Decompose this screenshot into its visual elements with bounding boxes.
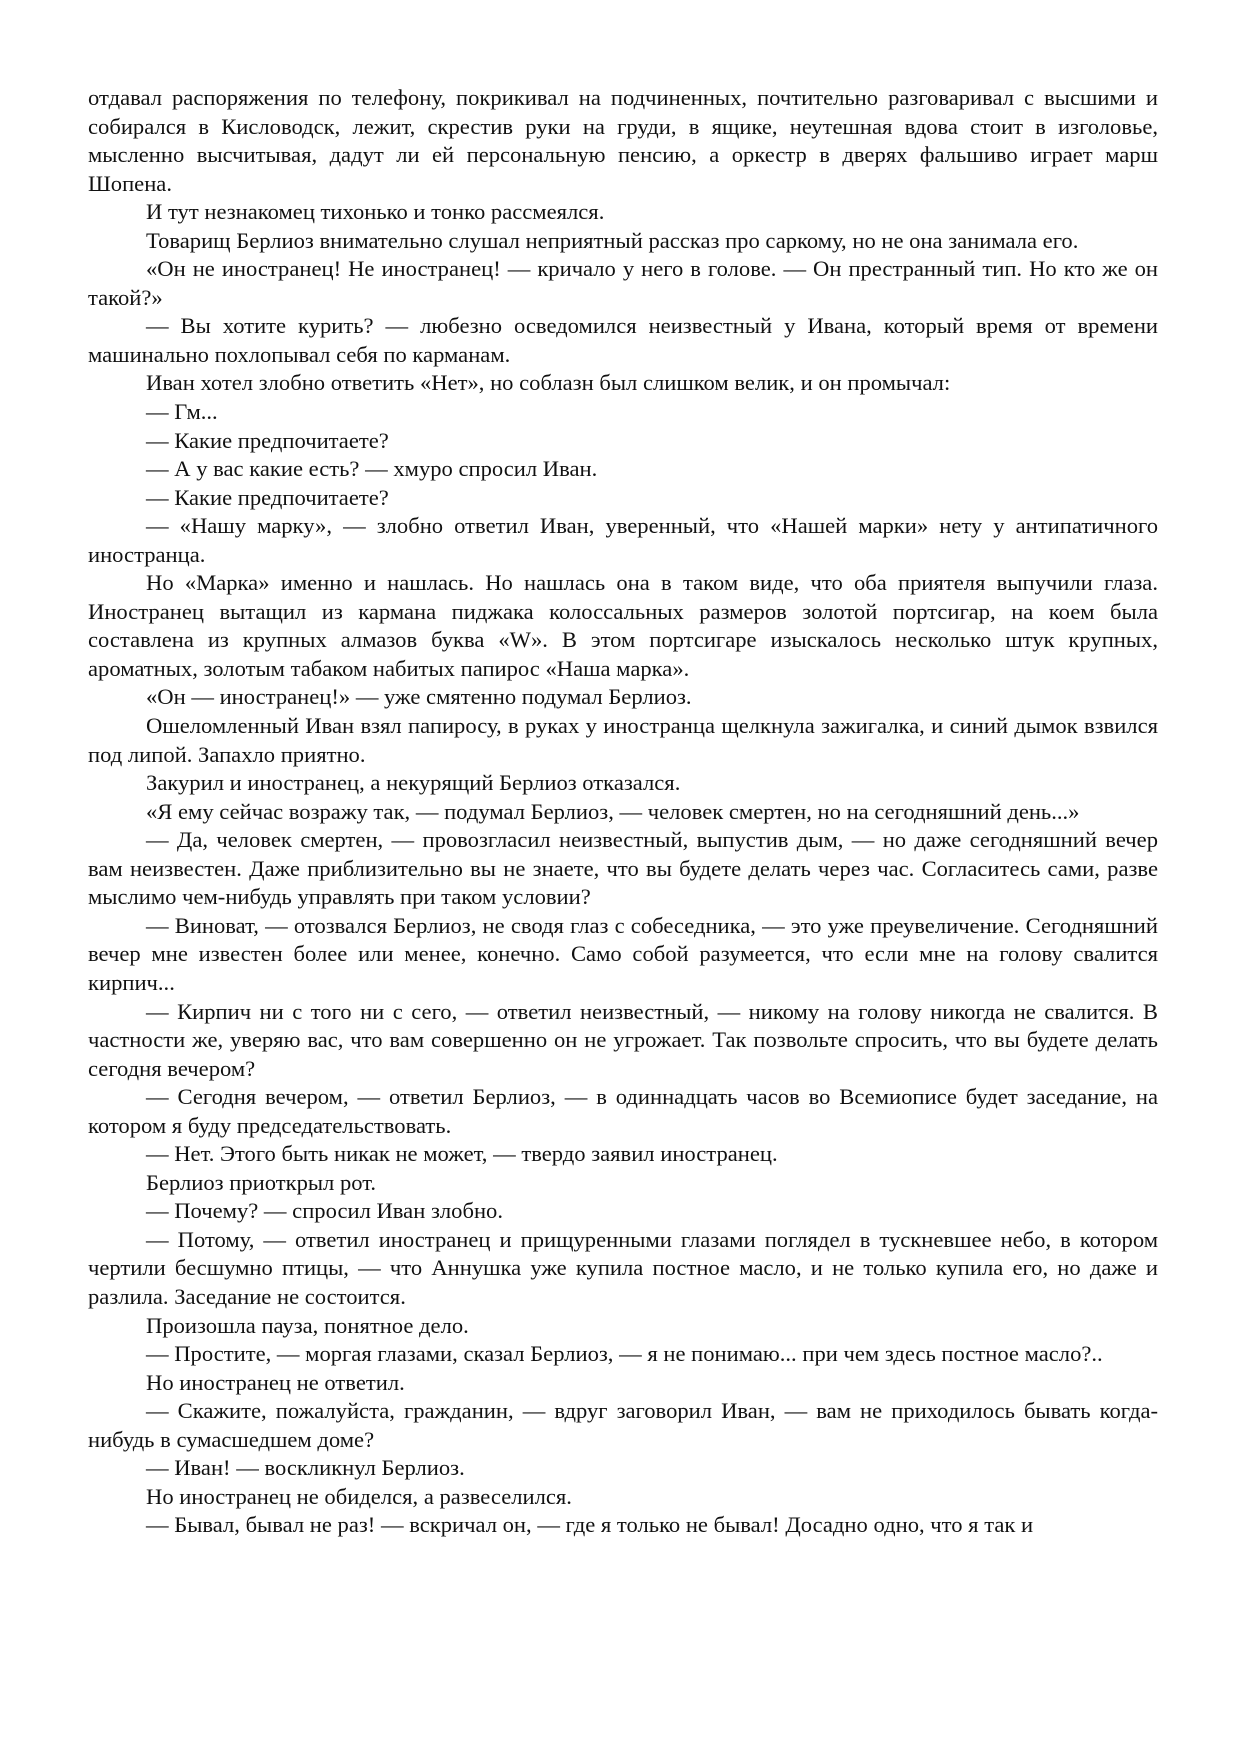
paragraph-30: Но иностранец не обиделся, а развеселился. [146, 1483, 572, 1509]
paragraph-15: Закурил и иностранец, а некурящий Берлиоз отказался. [146, 770, 681, 796]
paragraph-22: Берлиоз приоткрыл рот. [146, 1169, 377, 1195]
paragraph-29: — Иван! — воскликнул Берлиоз. [146, 1455, 465, 1481]
paragraph-12: Но «Марка» именно и нашлась. Но нашлась она в таком виде, что оба приятеля выпучили глаза. Иностранец вытащил из кармана пиджака колоссальных размеров золотой портсигар, на коем была составлена из крупных алмазов буква «W». В этом портсигаре изыскалось несколько штук крупных, ароматных, золотым табаком набитых папирос «Наша марка». [88, 570, 1158, 681]
paragraph-10: — Какие предпочитаете? [146, 484, 389, 510]
paragraph-20: — Сегодня вечером, — ответил Берлиоз, — в одиннадцать часов во Всемиописе будет заседание, на котором я буду председательствовать. [88, 1084, 1158, 1138]
paragraph-23: — Почему? — спросил Иван злобно. [146, 1198, 503, 1224]
paragraph-6: Иван хотел злобно ответить «Нет», но соблазн был слишком велик, и он промычал: [146, 370, 951, 396]
paragraph-17: — Да, человек смертен, — провозгласил неизвестный, выпустив дым, — но даже сегодняшний вечер вам неизвестен. Даже приблизительно вы не знаете, что вы будете делать через час. Согласитесь сами, разве мыслимо чем-нибудь управлять при таком условии? [88, 827, 1158, 910]
paragraph-2: И тут незнакомец тихонько и тонко рассмеялся. [146, 199, 605, 225]
paragraph-11: — «Нашу марку», — злобно ответил Иван, уверенный, что «Нашей марки» нету у антипатичного иностранца. [88, 513, 1158, 567]
paragraph-1: отдавал распоряжения по телефону, покрикивал на подчиненных, почтительно разговаривал с высшими и собирался в Кисловодск, лежит, скрестив руки на груди, в ящике, неутешная вдова стоит в изголовье, мысленно высчитывая, дадут ли ей персональную пенсию, а оркестр в дверях фальшиво играет марш Шопена. [88, 85, 1158, 196]
paragraph-8: — Какие предпочитаете? [146, 427, 389, 453]
paragraph-28: — Скажите, пожалуйста, гражданин, — вдруг заговорил Иван, — вам не приходилось бывать когда-нибудь в сумасшедшем доме? [88, 1398, 1158, 1452]
paragraph-14: Ошеломленный Иван взял папиросу, в руках у иностранца щелкнула зажигалка, и синий дымок взвился под липой. Запахло приятно. [88, 713, 1158, 767]
paragraph-21: — Нет. Этого быть никак не может, — твердо заявил иностранец. [146, 1141, 778, 1167]
paragraph-18: — Виноват, — отозвался Берлиоз, не сводя глаз с собеседника, — это уже преувеличение. Сегодняшний вечер мне известен более или менее, конечно. Само собой разумеется, что если мне на голову свалится кирпич... [88, 912, 1158, 995]
paragraph-9: — А у вас какие есть? — хмуро спросил Иван. [146, 456, 598, 482]
paragraph-5: — Вы хотите курить? — любезно осведомился неизвестный у Ивана, который время от времени машинально похлопывал себя по карманам. [88, 313, 1158, 367]
paragraph-24: — Потому, — ответил иностранец и прищуренными глазами поглядел в тускневшее небо, в котором чертили бесшумно птицы, — что Аннушка уже купила постное масло, и не только купила его, но даже и разлила. Заседание не состоится. [88, 1226, 1158, 1309]
paragraph-13: «Он — иностранец!» — уже смятенно подумал Берлиоз. [146, 684, 692, 710]
paragraph-16: «Я ему сейчас возражу так, — подумал Берлиоз, — человек смертен, но на сегодняшний день...» [146, 798, 1080, 824]
paragraph-19: — Кирпич ни с того ни с сего, — ответил неизвестный, — никому на голову никогда не свалится. В частности же, уверяю вас, что вам совершенно он не угрожает. Так позвольте спросить, что вы будете делать сегодня вечером? [88, 998, 1158, 1081]
paragraph-26: — Простите, — моргая глазами, сказал Берлиоз, — я не понимаю... при чем здесь постное масло?.. [146, 1341, 1103, 1367]
paragraph-7: — Гм... [146, 399, 218, 425]
paragraph-31: — Бывал, бывал не раз! — вскричал он, — где я только не бывал! Досадно одно, что я так и [146, 1512, 1034, 1538]
document-page [88, 84, 1158, 1540]
paragraph-4: «Он не иностранец! Не иностранец! — кричало у него в голове. — Он престранный тип. Но кто же он такой?» [88, 256, 1158, 310]
paragraph-27: Но иностранец не ответил. [146, 1369, 405, 1395]
paragraph-3: Товарищ Берлиоз внимательно слушал неприятный рассказ про саркому, но не она занимала его. [146, 227, 1079, 253]
paragraph-25: Произошла пауза, понятное дело. [146, 1312, 469, 1338]
